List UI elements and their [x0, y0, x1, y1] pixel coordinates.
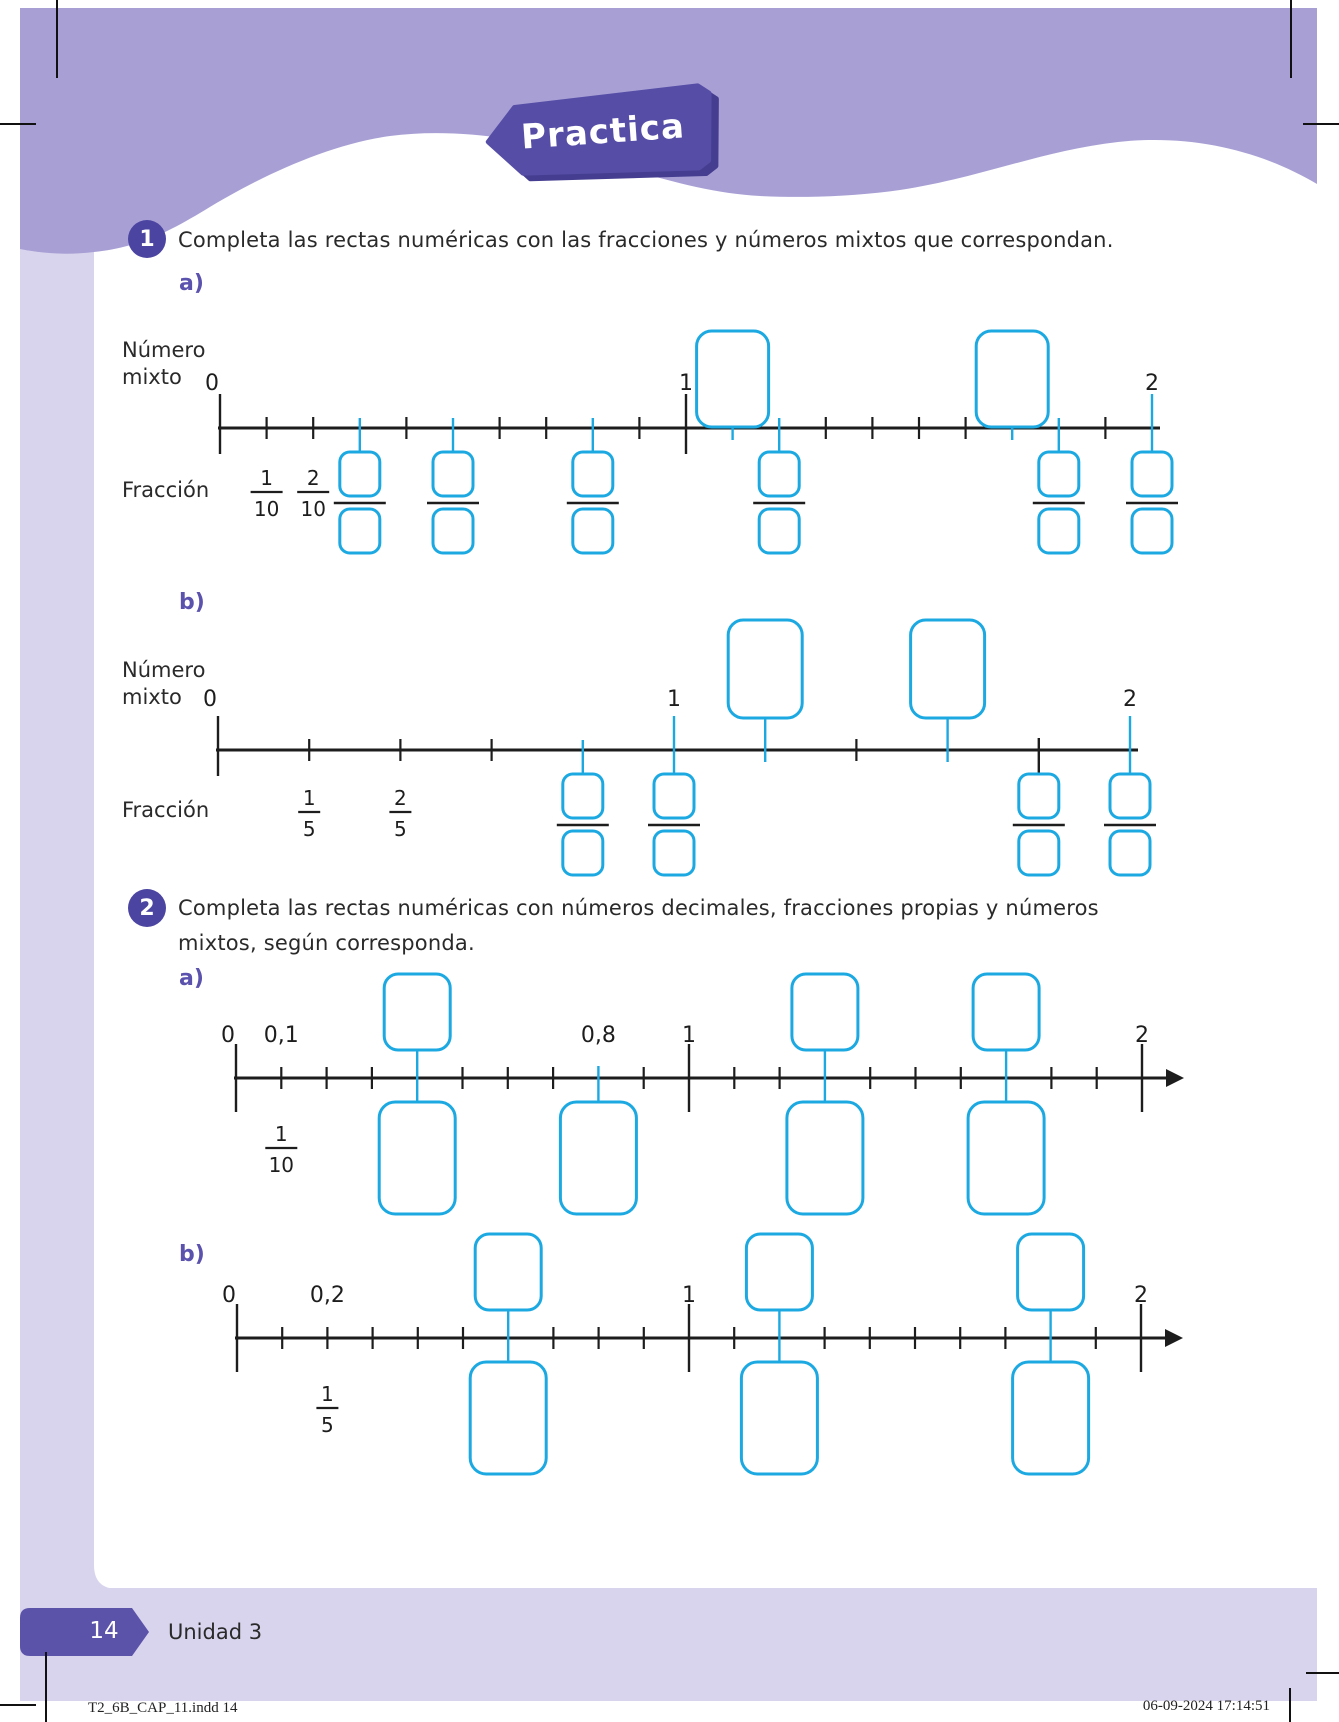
part-2b-label: b) [179, 1242, 205, 1267]
row-label-numero-1b: Número [122, 658, 206, 682]
decimal-answer-box[interactable] [792, 974, 858, 1050]
number-line-1a [205, 331, 1178, 553]
axis-label: 0 [203, 687, 217, 712]
axis-label: 2 [394, 786, 407, 810]
decimal-answer-box[interactable] [1018, 1234, 1084, 1310]
fraction-denominator-box[interactable] [759, 509, 799, 553]
banner-label: Practica [519, 106, 687, 158]
exercise1-prompt: Completa las rectas numéricas con las fracciones y números mixtos que correspondan. [178, 228, 1114, 252]
unit-label: Unidad 3 [168, 1620, 263, 1644]
axis-label: 1 [302, 786, 316, 810]
arrowhead-icon [1166, 1069, 1184, 1087]
axis-label: 2 [306, 466, 320, 490]
given-fraction [316, 1382, 338, 1437]
axis-label: 0 [205, 371, 219, 396]
fraction-numerator-box[interactable] [1110, 774, 1150, 818]
fraction-or-mixed-answer-box[interactable] [787, 1102, 863, 1214]
axis-label: 1 [321, 1382, 334, 1406]
number-line-1b [203, 620, 1156, 875]
mixed-number-answer-box[interactable] [911, 620, 985, 718]
part-2a-label: a) [179, 966, 204, 991]
exercise2-prompt-line1: Completa las rectas numéricas con números decimales, fracciones propias y números [178, 896, 1099, 920]
fraction-denominator-box[interactable] [563, 831, 603, 875]
fraction-denominator-box[interactable] [573, 509, 613, 553]
exercise1-number: 1 [139, 226, 155, 252]
page-number: 14 [89, 1618, 119, 1644]
axis-label: 1 [274, 1122, 288, 1146]
fraction-denominator-box[interactable] [340, 509, 380, 553]
row-label-numero-1a: Número [122, 338, 206, 362]
axis-label: 5 [321, 1413, 334, 1437]
axis-label: 1 [260, 466, 273, 490]
exercise2-number: 2 [139, 895, 155, 921]
arrowhead-icon [1165, 1329, 1183, 1347]
fraction-denominator-box[interactable] [1039, 509, 1079, 553]
fraction-or-mixed-answer-box[interactable] [470, 1362, 546, 1474]
fraction-answer-box[interactable] [557, 774, 609, 875]
fraction-numerator-box[interactable] [340, 452, 380, 496]
fraction-numerator-box[interactable] [563, 774, 603, 818]
axis-label: 2 [1123, 687, 1137, 712]
fraction-answer-box[interactable] [1126, 452, 1178, 553]
axis-label: 10 [268, 1153, 295, 1177]
fraction-answer-box[interactable] [1013, 774, 1065, 875]
axis-label: 1 [682, 1283, 696, 1308]
decimal-answer-box[interactable] [973, 974, 1039, 1050]
fraction-answer-box[interactable] [1033, 452, 1085, 553]
number-line-2b [222, 1234, 1183, 1474]
fraction-answer-box[interactable] [334, 452, 386, 553]
fraction-answer-box[interactable] [427, 452, 479, 553]
given-fraction [389, 786, 411, 841]
axis-label: 10 [253, 497, 280, 521]
fraction-numerator-box[interactable] [1132, 452, 1172, 496]
axis-label: 5 [302, 817, 316, 841]
fraction-or-mixed-answer-box[interactable] [560, 1102, 636, 1214]
fraction-answer-box[interactable] [753, 452, 805, 553]
fraction-numerator-box[interactable] [433, 452, 473, 496]
row-label-mixto-1b: mixto [122, 685, 182, 709]
axis-label: 2 [1135, 1023, 1149, 1048]
decimal-answer-box[interactable] [746, 1234, 812, 1310]
fraction-denominator-box[interactable] [654, 831, 694, 875]
axis-label: 0 [222, 1283, 236, 1308]
fraction-or-mixed-answer-box[interactable] [1013, 1362, 1089, 1474]
mixed-number-answer-box[interactable] [697, 331, 769, 427]
axis-label: 0,8 [580, 1023, 616, 1048]
fraction-denominator-box[interactable] [1110, 831, 1150, 875]
axis-label: 0,2 [309, 1283, 345, 1308]
print-filename: T2_6B_CAP_11.indd 14 [88, 1700, 238, 1716]
print-datetime: 06-09-2024 17:14:51 [1142, 1698, 1270, 1714]
part-1b-label: b) [179, 590, 205, 615]
given-fraction [298, 786, 320, 841]
mixed-number-answer-box[interactable] [976, 331, 1048, 427]
given-fraction [251, 466, 283, 521]
fraction-numerator-box[interactable] [1039, 452, 1079, 496]
fraction-answer-box[interactable] [567, 452, 619, 553]
exercise2-prompt-line2: mixtos, según corresponda. [178, 931, 475, 955]
axis-label: 2 [1145, 371, 1159, 396]
mixed-number-answer-box[interactable] [728, 620, 802, 718]
fraction-numerator-box[interactable] [1019, 774, 1059, 818]
axis-label: 0,1 [263, 1023, 299, 1048]
axis-label: 1 [667, 687, 681, 712]
fraction-or-mixed-answer-box[interactable] [968, 1102, 1044, 1214]
fraction-denominator-box[interactable] [1132, 509, 1172, 553]
fraction-denominator-box[interactable] [433, 509, 473, 553]
decimal-answer-box[interactable] [384, 974, 450, 1050]
row-label-mixto-1a: mixto [122, 365, 182, 389]
axis-label: 10 [300, 497, 326, 521]
part-1a-label: a) [179, 271, 204, 296]
fraction-numerator-box[interactable] [759, 452, 799, 496]
axis-label: 1 [679, 371, 693, 396]
axis-label: 0 [221, 1023, 235, 1048]
fraction-numerator-box[interactable] [573, 452, 613, 496]
axis-label: 5 [394, 817, 407, 841]
number-line-2a [221, 974, 1184, 1214]
row-label-fraccion-1b: Fracción [122, 798, 210, 822]
given-fraction [265, 1122, 297, 1177]
given-fraction [297, 466, 329, 521]
fraction-answer-box[interactable] [648, 774, 700, 875]
fraction-numerator-box[interactable] [654, 774, 694, 818]
fraction-or-mixed-answer-box[interactable] [379, 1102, 455, 1214]
row-label-fraccion-1a: Fracción [122, 478, 210, 502]
fraction-denominator-box[interactable] [1019, 831, 1059, 875]
axis-label: 1 [682, 1023, 696, 1048]
decimal-answer-box[interactable] [475, 1234, 541, 1310]
axis-label: 2 [1134, 1283, 1148, 1308]
fraction-or-mixed-answer-box[interactable] [741, 1362, 817, 1474]
fraction-answer-box[interactable] [1104, 774, 1156, 875]
